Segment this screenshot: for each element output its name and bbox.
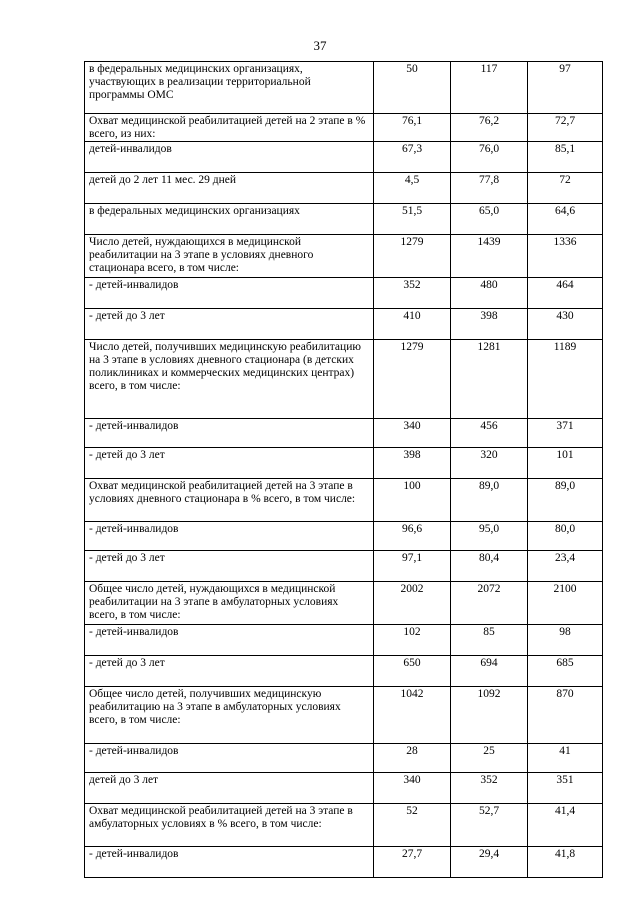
- value-cell-3: 23,4: [528, 551, 603, 582]
- table-row: [85, 551, 603, 582]
- value-cell-2: 398: [451, 309, 528, 340]
- value-cell-2: 1092: [451, 687, 528, 744]
- value-cell-3: 351: [528, 773, 603, 804]
- value-cell-3: 430: [528, 309, 603, 340]
- value-cell-1: 4,5: [374, 173, 451, 204]
- row-label: - детей-инвалидов: [85, 847, 374, 878]
- value-cell-3: 72: [528, 173, 603, 204]
- value-cell-2: 456: [451, 419, 528, 448]
- value-cell-1: 340: [374, 419, 451, 448]
- value-cell-3: 89,0: [528, 479, 603, 522]
- value-cell-1: 102: [374, 625, 451, 656]
- table-row: [85, 173, 603, 204]
- page-number: 37: [313, 38, 327, 53]
- value-cell-2: 694: [451, 656, 528, 687]
- value-cell-3: 98: [528, 625, 603, 656]
- value-cell-3: 101: [528, 448, 603, 479]
- value-cell-1: 28: [374, 744, 451, 773]
- value-cell-3: 1189: [528, 340, 603, 419]
- value-cell-3: 685: [528, 656, 603, 687]
- value-cell-2: 95,0: [451, 522, 528, 551]
- value-cell-2: 320: [451, 448, 528, 479]
- value-cell-3: 1336: [528, 235, 603, 278]
- row-label: детей-инвалидов: [85, 142, 374, 173]
- row-label: детей до 2 лет 11 мес. 29 дней: [85, 173, 374, 204]
- row-label: - детей до 3 лет: [85, 551, 374, 582]
- row-label: Общее число детей, нуждающихся в медицинской реабилитации на 3 этапе в амбулаторных условиях всего, в том числе:: [85, 582, 374, 625]
- table-row: [85, 522, 603, 551]
- table-row: [85, 142, 603, 173]
- value-cell-1: 51,5: [374, 204, 451, 235]
- value-cell-3: 64,6: [528, 204, 603, 235]
- row-label: детей до 3 лет: [85, 773, 374, 804]
- table-body: [85, 62, 603, 878]
- table-row: [85, 687, 603, 744]
- value-cell-3: 41,8: [528, 847, 603, 878]
- table-row: [85, 419, 603, 448]
- row-label: Число детей, нуждающихся в медицинской реабилитации на 3 этапе в условиях дневного стационара всего, в том числе:: [85, 235, 374, 278]
- value-cell-2: 85: [451, 625, 528, 656]
- value-cell-2: 80,4: [451, 551, 528, 582]
- row-label: - детей-инвалидов: [85, 744, 374, 773]
- value-cell-2: 25: [451, 744, 528, 773]
- value-cell-3: 97: [528, 62, 603, 114]
- data-table: [84, 61, 603, 878]
- value-cell-3: 72,7: [528, 114, 603, 142]
- value-cell-3: 85,1: [528, 142, 603, 173]
- row-label: Число детей, получивших медицинскую реабилитацию на 3 этапе в условиях дневного стационара (в детских поликлиниках и коммерческих медицинских центрах) всего, в том числе:: [85, 340, 374, 419]
- row-label: Охват медицинской реабилитацией детей на 3 этапе в амбулаторных условиях в % всего, в том числе:: [85, 804, 374, 847]
- value-cell-2: 77,8: [451, 173, 528, 204]
- row-label: - детей до 3 лет: [85, 309, 374, 340]
- value-cell-2: 1439: [451, 235, 528, 278]
- value-cell-1: 1042: [374, 687, 451, 744]
- table-row: [85, 479, 603, 522]
- row-label: - детей до 3 лет: [85, 448, 374, 479]
- row-label: - детей до 3 лет: [85, 656, 374, 687]
- value-cell-2: 52,7: [451, 804, 528, 847]
- value-cell-3: 2100: [528, 582, 603, 625]
- value-cell-1: 27,7: [374, 847, 451, 878]
- table-row: [85, 114, 603, 142]
- value-cell-3: 80,0: [528, 522, 603, 551]
- table-row: [85, 204, 603, 235]
- value-cell-1: 340: [374, 773, 451, 804]
- value-cell-1: 650: [374, 656, 451, 687]
- value-cell-2: 65,0: [451, 204, 528, 235]
- value-cell-1: 398: [374, 448, 451, 479]
- value-cell-1: 100: [374, 479, 451, 522]
- value-cell-1: 67,3: [374, 142, 451, 173]
- table-row: [85, 235, 603, 278]
- table-row: [85, 278, 603, 309]
- value-cell-3: 371: [528, 419, 603, 448]
- table-row: [85, 62, 603, 114]
- value-cell-1: 1279: [374, 235, 451, 278]
- table-row: [85, 804, 603, 847]
- table-row: [85, 309, 603, 340]
- value-cell-3: 870: [528, 687, 603, 744]
- value-cell-2: 117: [451, 62, 528, 114]
- value-cell-1: 352: [374, 278, 451, 309]
- row-label: в федеральных медицинских организациях: [85, 204, 374, 235]
- value-cell-2: 1281: [451, 340, 528, 419]
- table-row: [85, 625, 603, 656]
- value-cell-2: 480: [451, 278, 528, 309]
- value-cell-2: 76,2: [451, 114, 528, 142]
- row-label: Общее число детей, получивших медицинскую реабилитацию на 3 этапе в амбулаторных условиях всего, в том числе:: [85, 687, 374, 744]
- table-row: [85, 744, 603, 773]
- value-cell-2: 2072: [451, 582, 528, 625]
- row-label: - детей-инвалидов: [85, 419, 374, 448]
- value-cell-2: 76,0: [451, 142, 528, 173]
- table-row: [85, 656, 603, 687]
- value-cell-1: 2002: [374, 582, 451, 625]
- row-label: - детей-инвалидов: [85, 278, 374, 309]
- value-cell-1: 52: [374, 804, 451, 847]
- row-label: - детей-инвалидов: [85, 522, 374, 551]
- table-row: [85, 773, 603, 804]
- row-label: - детей-инвалидов: [85, 625, 374, 656]
- value-cell-2: 352: [451, 773, 528, 804]
- value-cell-1: 76,1: [374, 114, 451, 142]
- table-row: [85, 448, 603, 479]
- value-cell-2: 29,4: [451, 847, 528, 878]
- table-row: [85, 582, 603, 625]
- row-label: Охват медицинской реабилитацией детей на 2 этапе в % всего, из них:: [85, 114, 374, 142]
- row-label: Охват медицинской реабилитацией детей на 3 этапе в условиях дневного стационара в % всего, в том числе:: [85, 479, 374, 522]
- table-row: [85, 847, 603, 878]
- value-cell-1: 97,1: [374, 551, 451, 582]
- row-label: в федеральных медицинских организациях, участвующих в реализации территориальной программы ОМС: [85, 62, 374, 114]
- value-cell-1: 50: [374, 62, 451, 114]
- value-cell-3: 464: [528, 278, 603, 309]
- table-row: [85, 340, 603, 419]
- value-cell-1: 410: [374, 309, 451, 340]
- value-cell-3: 41: [528, 744, 603, 773]
- value-cell-1: 96,6: [374, 522, 451, 551]
- value-cell-2: 89,0: [451, 479, 528, 522]
- value-cell-3: 41,4: [528, 804, 603, 847]
- value-cell-1: 1279: [374, 340, 451, 419]
